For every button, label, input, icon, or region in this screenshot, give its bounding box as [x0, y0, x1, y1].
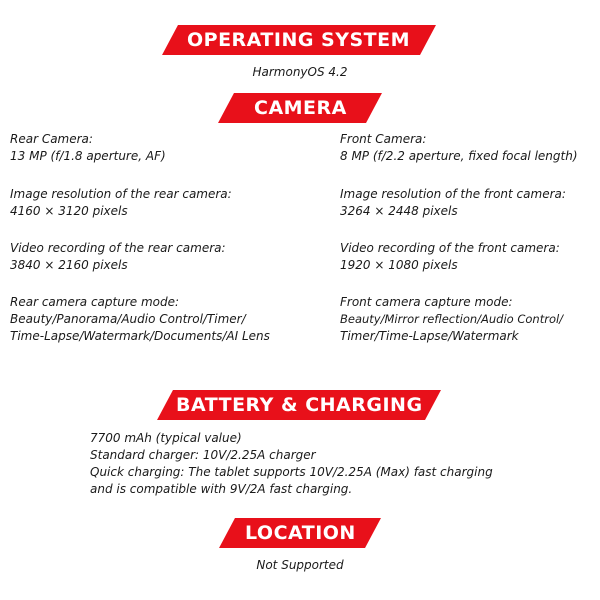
- rear-resolution-value: 4160 × 3120 pixels: [10, 204, 128, 218]
- front-resolution-label: Image resolution of the front camera:: [340, 187, 566, 201]
- front-capture-mode-label: Front camera capture mode:: [340, 295, 513, 309]
- battery-quick-charging: Quick charging: The tablet supports 10V/2.25A (Max) fast charging: [90, 465, 493, 479]
- front-camera-value: 8 MP (f/2.2 aperture, fixed focal length): [340, 149, 578, 163]
- rear-capture-mode-value-2: Time-Lapse/Watermark/Documents/AI Lens: [10, 329, 270, 343]
- rear-capture-mode-value: Beauty/Panorama/Audio Control/Timer/: [10, 312, 246, 326]
- battery-standard-charger: Standard charger: 10V/2.25A charger: [90, 448, 316, 462]
- battery-banner: [157, 390, 441, 420]
- camera-banner: [218, 93, 382, 123]
- os-banner: [162, 25, 436, 55]
- battery-heading: BATTERY & CHARGING: [175, 394, 423, 416]
- rear-resolution-label: Image resolution of the rear camera:: [10, 187, 232, 201]
- front-capture-mode-value-2: Timer/Time-Lapse/Watermark: [340, 329, 519, 343]
- front-camera-label: Front Camera:: [340, 132, 427, 146]
- front-video-value: 1920 × 1080 pixels: [340, 258, 458, 272]
- rear-camera-value: 13 MP (f/1.8 aperture, AF): [10, 149, 166, 163]
- front-capture-mode-value: Beauty/Mirror reflection/Audio Control/: [340, 312, 564, 326]
- location-value: Not Supported: [256, 558, 344, 572]
- rear-video-value: 3840 × 2160 pixels: [10, 258, 128, 272]
- rear-camera-label: Rear Camera:: [10, 132, 93, 146]
- location-banner: [219, 518, 381, 548]
- camera-heading: CAMERA: [253, 97, 347, 119]
- os-heading: OPERATING SYSTEM: [187, 29, 411, 51]
- battery-capacity: 7700 mAh (typical value): [90, 431, 242, 445]
- front-resolution-value: 3264 × 2448 pixels: [340, 204, 458, 218]
- rear-capture-mode-label: Rear camera capture mode:: [10, 295, 180, 309]
- os-value: HarmonyOS 4.2: [252, 65, 348, 79]
- location-heading: LOCATION: [244, 522, 356, 544]
- battery-quick-charging-2: and is compatible with 9V/2A fast charging.: [90, 482, 353, 496]
- rear-video-label: Video recording of the rear camera:: [10, 241, 226, 255]
- front-video-label: Video recording of the front camera:: [340, 241, 560, 255]
